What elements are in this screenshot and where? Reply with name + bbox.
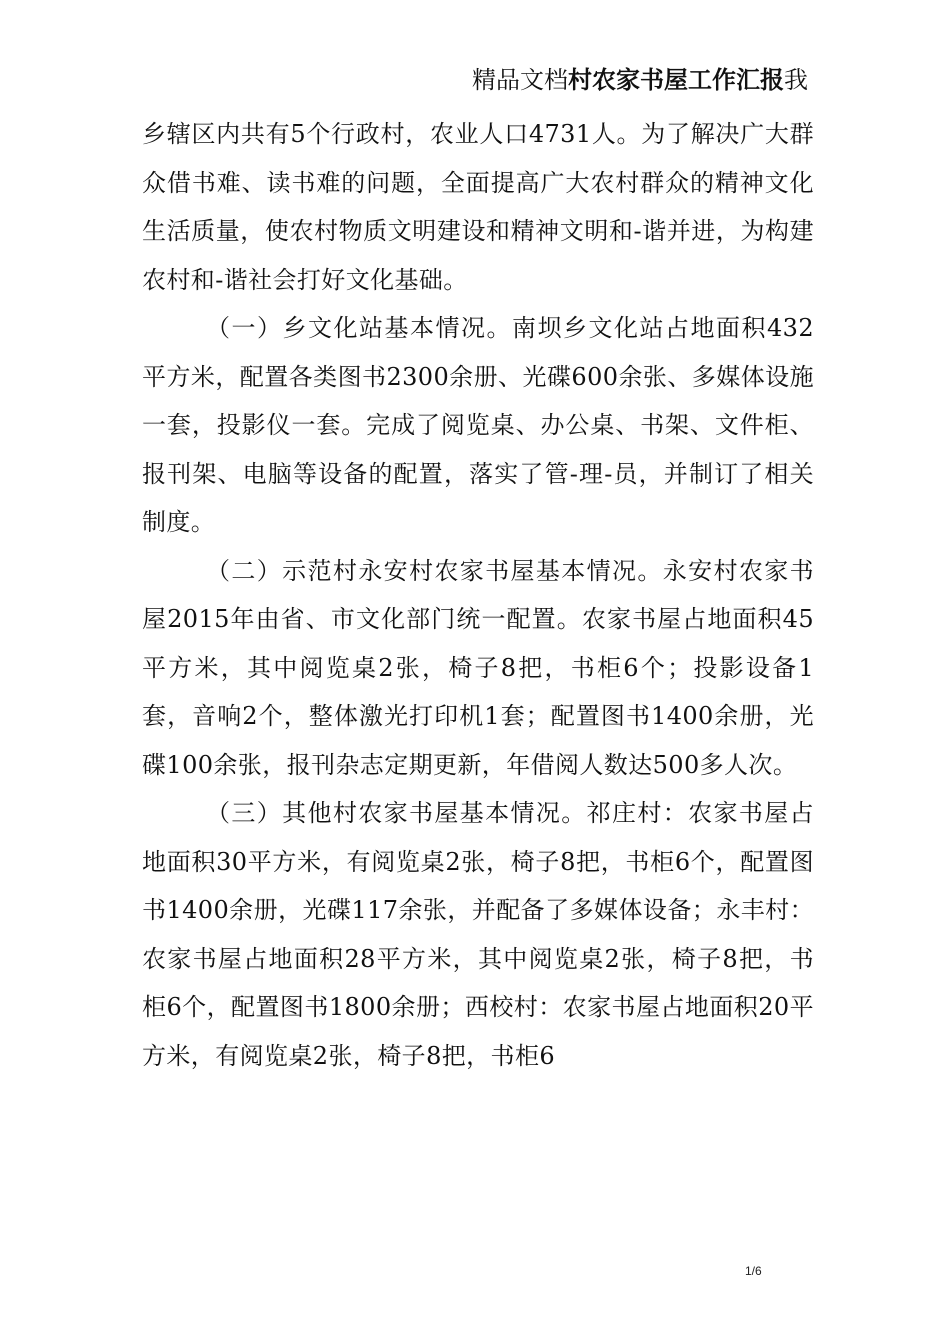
header-suffix: 我 [784,66,808,94]
page-number: 1/6 [745,1264,762,1278]
header-prefix: 精品文档 [472,66,568,94]
paragraph-section-3: （三）其他村农家书屋基本情况。祁庄村：农家书屋占地面积30平方米，有阅览桌2张，椅子8把，书柜6个，配置图书1400余册，光碟117余张，并配备了多媒体设备；永丰村：农家书屋占地面积28平方米，其中阅览桌2张，椅子8把，书柜6个，配置图书1800余册；西校村：农家书屋占地面积20平方米，有阅览桌2张，椅子8把，书柜6 [142,799,814,1070]
page-header [472,60,808,100]
paragraph-section-2: （二）示范村永安村农家书屋基本情况。永安村农家书屋2015年由省、市文化部门统一配置。农家书屋占地面积45平方米，其中阅览桌2张，椅子8把，书柜6个；投影设备1套，音响2个，整体激光打印机1套；配置图书1400余册，光碟100余张，报刊杂志定期更新，年借阅人数达500多人次。 [142,556,814,779]
document-body [142,110,814,1080]
paragraph-section-1: （一）乡文化站基本情况。南坝乡文化站占地面积432平方米，配置各类图书2300余册、光碟600余张、多媒体设施一套，投影仪一套。完成了阅览桌、办公桌、书架、文件柜、报刊架、电脑等设备的配置，落实了管-理-员，并制订了相关制度。 [142,314,814,536]
paragraph-intro: 乡辖区内共有5个行政村，农业人口4731人。为了解决广大群众借书难、读书难的问题，全面提高广大农村群众的精神文化生活质量，使农村物质文明建设和精神文明和-谐并进，为构建农村和-谐社会打好文化基础。 [142,120,814,294]
document-title: 村农家书屋工作汇报 [568,66,784,94]
